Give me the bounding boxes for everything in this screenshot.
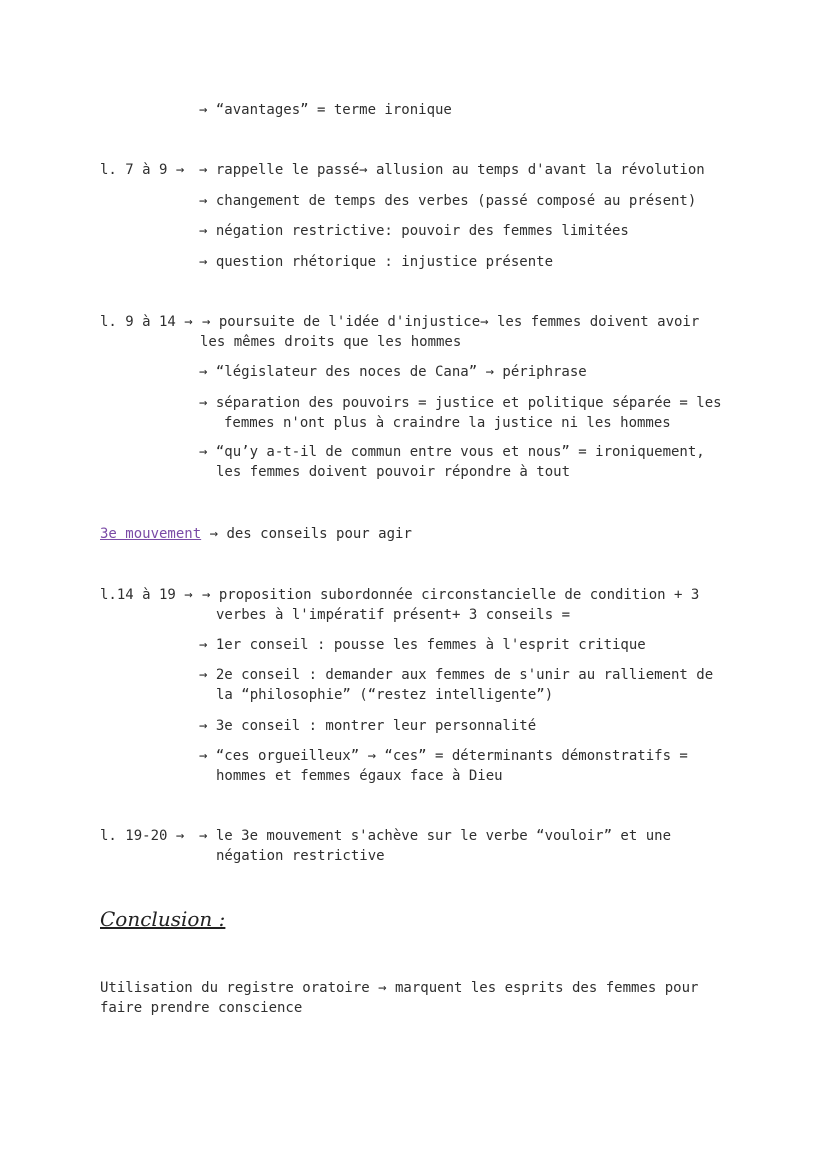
line-reference: l. 9 à 14 → <box>100 314 193 330</box>
note-lead: → poursuite de l'idée d'injustice→ les femmes doivent avoir <box>202 314 700 330</box>
note-item-continuation: la “philosophie” (“restez intelligente”) <box>216 687 554 703</box>
note-item: → séparation des pouvoirs = justice et politique séparée = les <box>199 395 722 411</box>
note-item-continuation: hommes et femmes égaux face à Dieu <box>216 768 503 784</box>
note-item-continuation: les femmes doivent pouvoir répondre à tout <box>216 464 571 480</box>
note-lead-continuation: négation restrictive <box>216 848 385 864</box>
note-item: → 2e conseil : demander aux femmes de s'unir au ralliement de <box>199 667 714 683</box>
note-line: → “avantages” = terme ironique <box>199 102 452 118</box>
note-item: → changement de temps des verbes (passé composé au présent) <box>199 193 697 209</box>
note-item: → question rhétorique : injustice présente <box>199 254 554 270</box>
line-reference: l.14 à 19 → <box>100 587 193 603</box>
note-item: → 3e conseil : montrer leur personnalité <box>199 718 537 734</box>
line-reference: l. 7 à 9 → <box>100 162 185 178</box>
note-lead: → proposition subordonnée circonstancielle de condition + 3 <box>202 587 700 603</box>
note-item-continuation: femmes n'ont plus à craindre la justice ni les hommes <box>224 415 671 431</box>
note-item: → “législateur des noces de Cana” → périphrase <box>199 364 587 380</box>
note-lead-continuation: les mêmes droits que les hommes <box>200 334 462 350</box>
conclusion-text: faire prendre conscience <box>100 1000 303 1016</box>
note-item: → “qu’y a-t-il de commun entre vous et nous” = ironiquement, <box>199 444 705 460</box>
note-item: → “ces orgueilleux” → “ces” = déterminants démonstratifs = <box>199 748 688 764</box>
note-item: → négation restrictive: pouvoir des femmes limitées <box>199 223 629 239</box>
conclusion-title: Conclusion : <box>100 907 226 931</box>
note-item: → 1er conseil : pousse les femmes à l'esprit critique <box>199 637 646 653</box>
note-item: → rappelle le passé→ allusion au temps d'avant la révolution <box>199 162 705 178</box>
conclusion-text: Utilisation du registre oratoire → marquent les esprits des femmes pour <box>100 980 699 996</box>
line-reference: l. 19-20 → <box>100 828 185 844</box>
movement-heading <box>100 524 412 544</box>
note-lead-continuation: verbes à l'impératif présent+ 3 conseils = <box>216 607 571 623</box>
note-lead: → le 3e mouvement s'achève sur le verbe “vouloir” et une <box>199 828 672 844</box>
movement-description: → des conseils pour agir <box>201 526 412 542</box>
movement-link[interactable]: 3e mouvement <box>100 526 202 542</box>
